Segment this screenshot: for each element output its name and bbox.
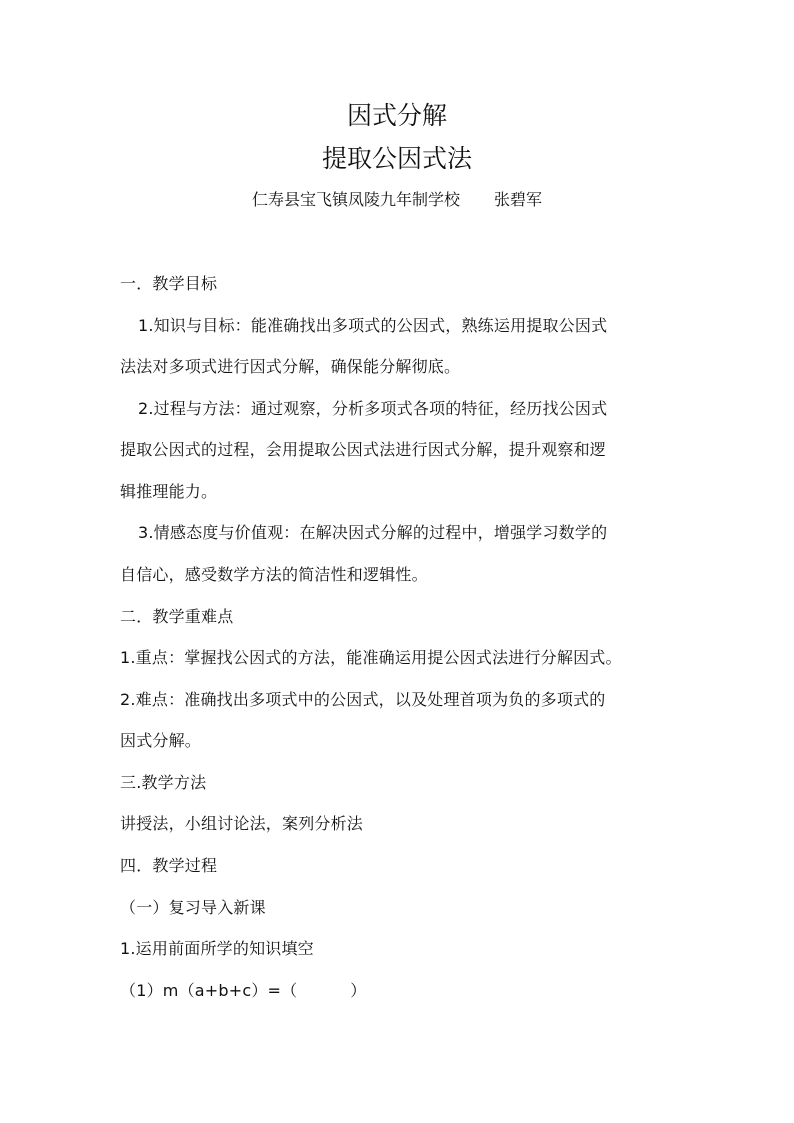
paragraph-line: 提取公因式的过程，会用提取公因式法进行因式分解，提升观察和逻 [120,440,607,459]
section-heading-methods: 三.教学方法 [120,773,207,792]
paragraph-line: 3.情感态度与价值观：在解决因式分解的过程中，增强学习数学的 [138,523,608,542]
section-heading-objectives: 一．教学目标 [120,274,218,293]
document-subtitle: 提取公因式法 [321,144,472,173]
document-title: 因式分解 [346,101,447,130]
paragraph-line: 法法对多项式进行因式分解，确保能分解彻底。 [120,357,461,376]
paragraph-line: 1.重点：掌握找公因式的方法，能准确运用提公因式法进行分解因式。 [120,648,622,667]
school-name: 仁寿县宝飞镇凤陵九年制学校 [251,190,460,209]
paragraph-line: 因式分解。 [120,731,202,750]
author-line [0,188,794,212]
subsection-heading: （一）复习导入新课 [120,898,266,917]
paragraph-line: 讲授法，小组讨论法，案列分析法 [120,814,364,833]
paragraph-line: 辑推理能力。 [120,482,218,501]
paragraph-line: 2.过程与方法：通过观察，分析多项式各项的特征，经历找公因式 [138,399,608,418]
section-heading-process: 四．教学过程 [120,856,218,875]
section-heading-key-points: 二．教学重难点 [120,607,234,626]
paragraph-line: 1.知识与目标：能准确找出多项式的公因式，熟练运用提取公因式 [138,316,608,335]
author-name: 张碧军 [494,190,543,209]
paragraph-line: 2.难点：准确找出多项式中的公因式，以及处理首项为负的多项式的 [120,690,606,709]
paragraph-line: 1.运用前面所学的知识填空 [120,939,314,958]
exercise-line: （1）m（a+b+c）=（ ） [120,981,367,1000]
paragraph-line: 自信心，感受数学方法的简洁性和逻辑性。 [120,565,428,584]
